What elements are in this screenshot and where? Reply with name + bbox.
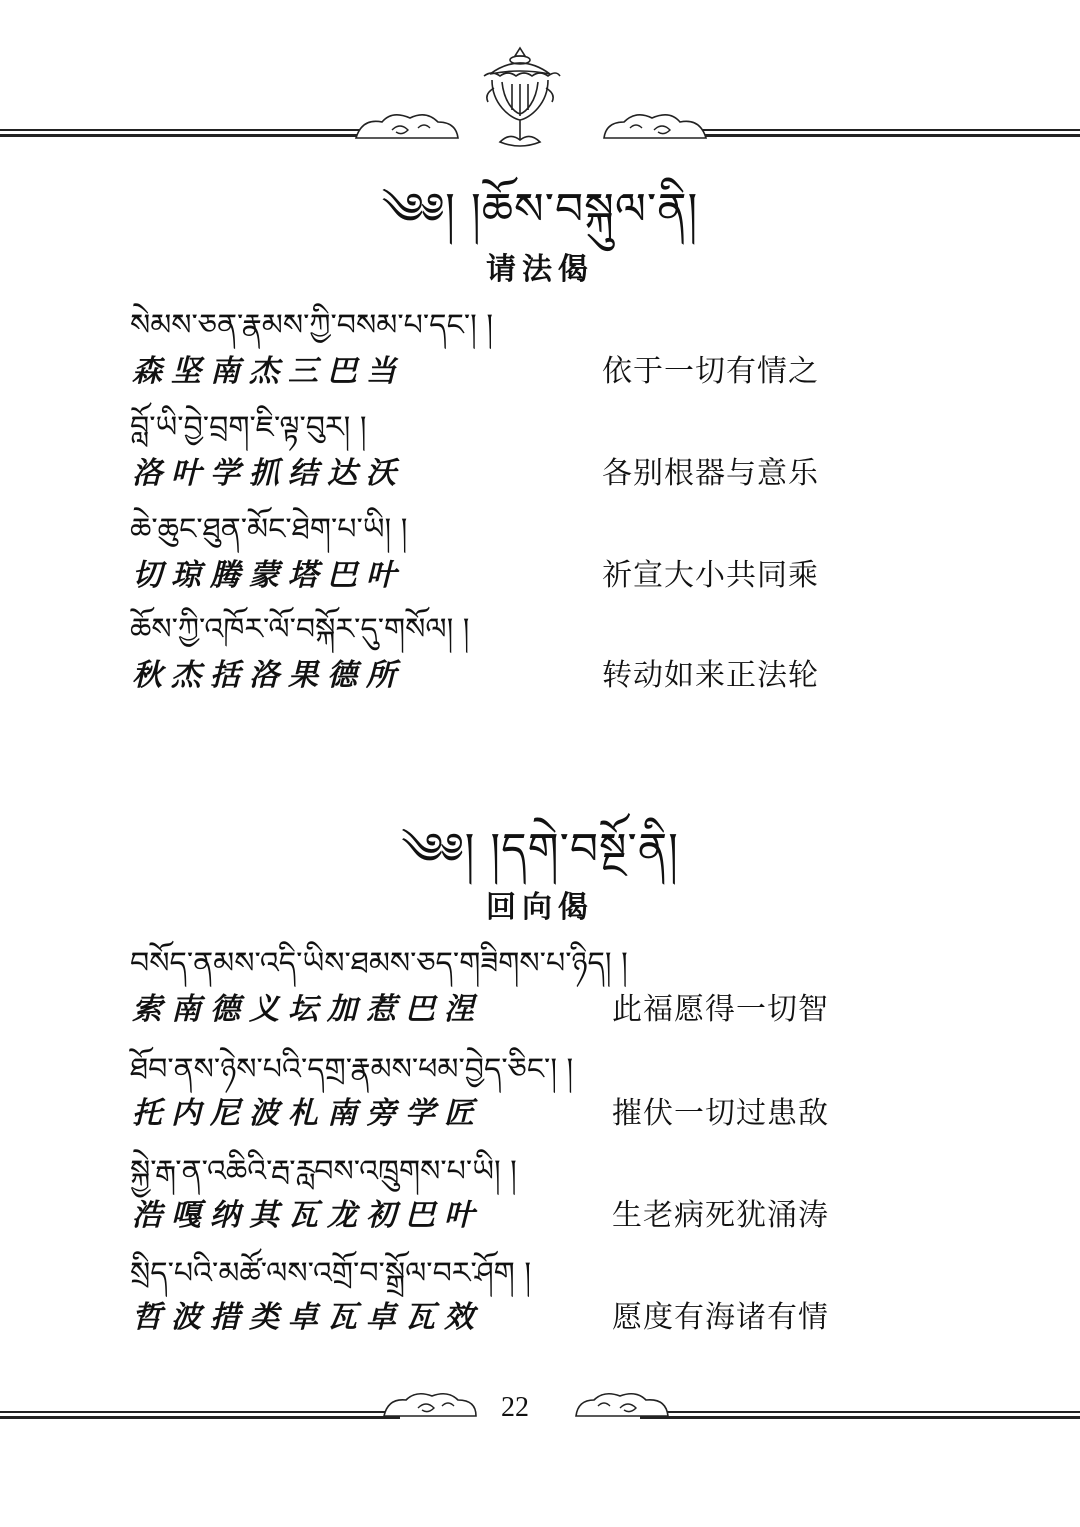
verse-chinese: 愿度有海诸有情: [612, 1300, 829, 1335]
verse-transliteration: 洛叶学抓结达沃: [132, 456, 405, 491]
cloud-left-icon: [352, 108, 462, 144]
section-1-tibetan-title: ༄༅། །ཆོས་བསྐུལ་ནི།: [381, 184, 699, 235]
top-right-rule: [672, 128, 1080, 138]
cloud-right-icon: [600, 108, 710, 144]
bottom-right-rule: [640, 1410, 1080, 1420]
top-left-rule: [0, 128, 372, 138]
cloud-bottom-right-icon: [572, 1388, 672, 1422]
verse-tibetan: ཆོས་ཀྱི་འཁོར་ལོ་བསྐོར་དུ་གསོལ། །: [130, 612, 470, 647]
cloud-bottom-left-icon: [380, 1388, 480, 1422]
verse-transliteration: 切琼腾蒙塔巴叶: [132, 558, 405, 593]
section-2-chinese-title: 回向偈: [486, 890, 594, 925]
verse-tibetan: ཐོབ་ནས་ཉེས་པའི་དགྲ་རྣམས་ཕམ་བྱེད་ཅིང་། །: [130, 1052, 574, 1087]
verse-chinese: 各别根器与意乐: [602, 456, 819, 491]
verse-chinese: 祈宣大小共同乘: [602, 558, 819, 593]
verse-tibetan: ཆེ་ཆུང་ཐུན་མོང་ཐེག་པ་ཡི། །: [130, 512, 408, 547]
verse-transliteration: 浩嘎纳其瓦龙初巴叶: [132, 1198, 483, 1233]
section-2-tibetan-title: ༄༅། །དགེ་བསྔོ་ནི།: [401, 824, 679, 875]
verse-tibetan: བློ་ཡི་བྱེ་བྲག་ཇི་ལྟ་བུར། །: [130, 410, 367, 445]
verse-chinese: 生老病死犹涌涛: [612, 1198, 829, 1233]
verse-transliteration: 托内尼波札南旁学匠: [132, 1096, 483, 1131]
page-number: 22: [501, 1392, 529, 1423]
verse-tibetan: སྐྱེ་རྒ་ན་འཆིའི་རྦ་རླབས་འཁྲུགས་པ་ཡི། །: [130, 1154, 517, 1189]
verse-transliteration: 哲波措类卓瓦卓瓦效: [132, 1300, 483, 1335]
verse-transliteration: 索南德义坛加惹巴涅: [132, 992, 483, 1027]
verse-tibetan: སེམས་ཅན་རྣམས་ཀྱི་བསམ་པ་དང་། །: [130, 308, 493, 343]
verse-transliteration: 秋杰括洛果德所: [132, 658, 405, 693]
verse-tibetan: བསོད་ནམས་འདི་ཡིས་ཐམས་ཅད་གཟིགས་པ་ཉིད། །: [130, 946, 628, 981]
bottom-left-rule: [0, 1410, 400, 1420]
verse-chinese: 转动如来正法轮: [602, 658, 819, 693]
verse-chinese: 此福愿得一切智: [612, 992, 829, 1027]
verse-chinese: 摧伏一切过患敌: [612, 1096, 829, 1131]
parasol-ornament-icon: [470, 44, 570, 154]
section-1-chinese-title: 请法偈: [486, 252, 594, 287]
verse-tibetan: སྲིད་པའི་མཚོ་ལས་འགྲོ་བ་སྒྲོལ་བར་ཤོག །: [130, 1256, 531, 1291]
verse-chinese: 依于一切有情之: [602, 354, 819, 389]
verse-transliteration: 森坚南杰三巴当: [132, 354, 405, 389]
